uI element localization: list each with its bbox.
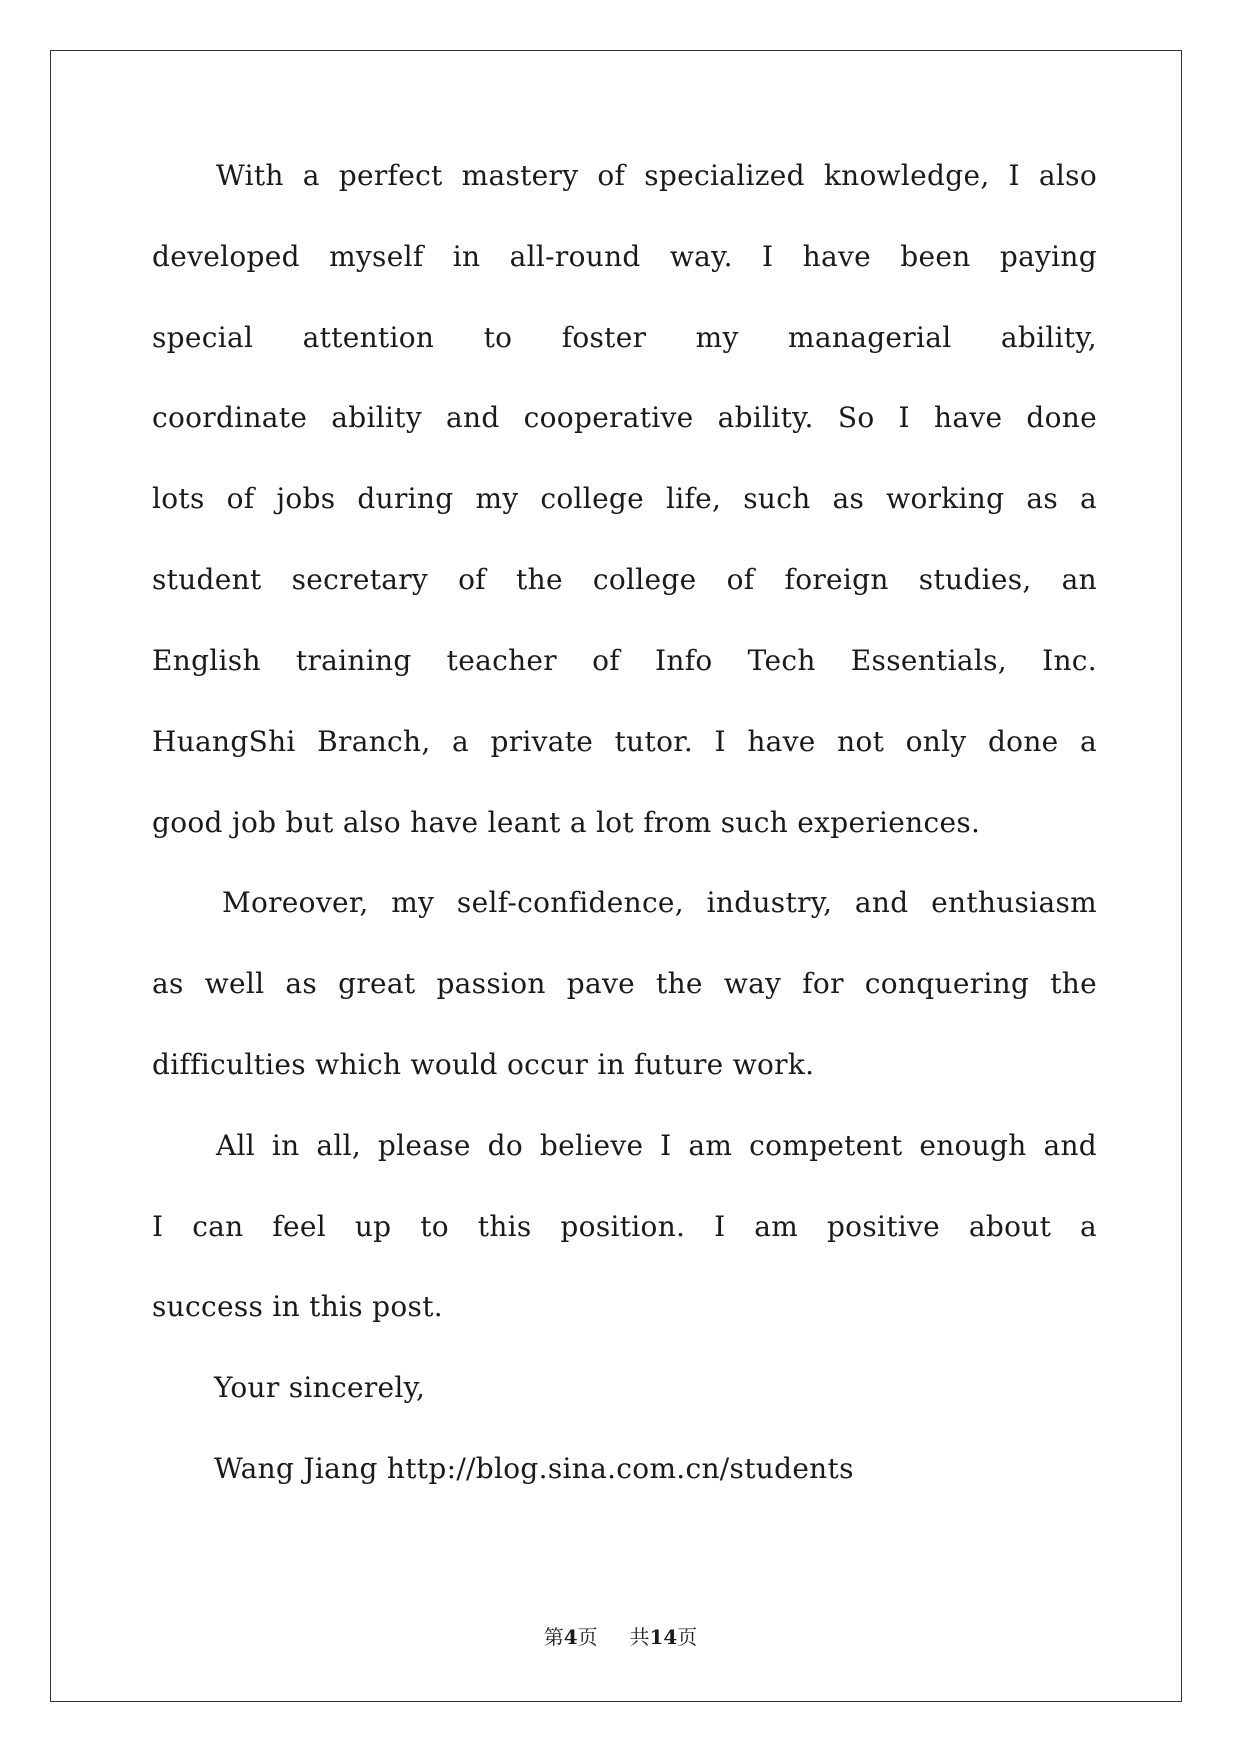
closing-salutation: Your sincerely, xyxy=(214,1371,426,1404)
paragraph-1-line-5: lots of jobs during my college life, such as working as a xyxy=(152,482,1097,515)
footer-total-pages: 14 xyxy=(649,1625,678,1649)
signature-line: Wang Jiang http://blog.sina.com.cn/students xyxy=(214,1452,854,1485)
footer-page-number: 4 xyxy=(563,1625,578,1649)
paragraph-1-line-2: developed myself in all-round way. I have been paying xyxy=(152,240,1097,273)
paragraph-1-line-9: good job but also have leant a lot from such experiences. xyxy=(152,806,981,839)
footer-total-suffix: 页 xyxy=(677,1625,698,1649)
paragraph-1-line-3: special attention to foster my managerial ability, xyxy=(152,321,1097,354)
paragraph-3-line-1: All in all, please do believe I am competent enough and xyxy=(216,1129,1097,1162)
paragraph-1-line-8: HuangShi Branch, a private tutor. I have not only done a xyxy=(152,725,1097,758)
footer-page-suffix: 页 xyxy=(577,1625,598,1649)
footer-page-prefix: 第 xyxy=(543,1625,564,1649)
paragraph-3-line-2: I can feel up to this position. I am positive about a xyxy=(152,1210,1097,1243)
footer-total-prefix: 共 xyxy=(629,1625,650,1649)
paragraph-1-line-4: coordinate ability and cooperative ability. So I have done xyxy=(152,401,1097,434)
paragraph-2-line-1: Moreover, my self-confidence, industry, and enthusiasm xyxy=(222,886,1097,919)
paragraph-2-line-3: difficulties which would occur in future work. xyxy=(152,1048,815,1081)
page-footer xyxy=(0,1625,1241,1649)
paragraph-1-line-1: With a perfect mastery of specialized knowledge, I also xyxy=(216,159,1097,192)
paragraph-1-line-7: English training teacher of Info Tech Essentials, Inc. xyxy=(152,644,1097,677)
paragraph-3-line-3: success in this post. xyxy=(152,1290,443,1323)
paragraph-1-line-6: student secretary of the college of foreign studies, an xyxy=(152,563,1097,596)
paragraph-2-line-2: as well as great passion pave the way for conquering the xyxy=(152,967,1097,1000)
